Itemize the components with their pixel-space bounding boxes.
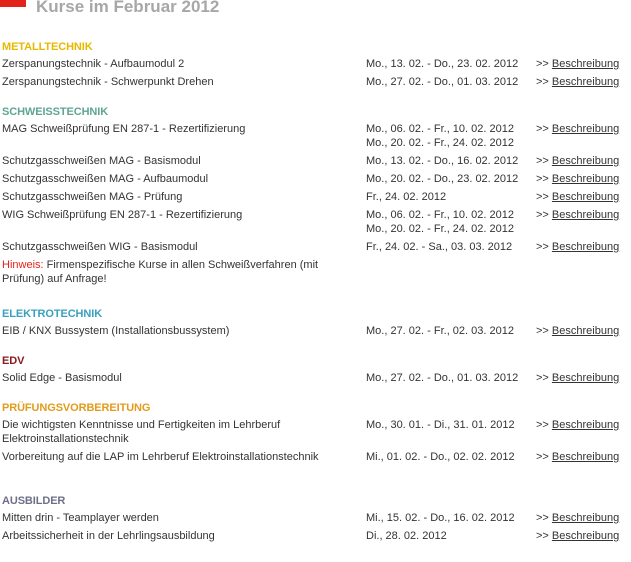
course-dates: [366, 418, 536, 432]
course-row: [2, 172, 631, 190]
description-link-wrap: [536, 324, 619, 338]
link-arrow: >>: [536, 76, 549, 88]
description-link[interactable]: Beschreibung: [551, 419, 620, 431]
course-dates: [366, 122, 536, 150]
course-row: [2, 240, 631, 258]
course-date-line: Mo., 27. 02. - Do., 01. 03. 2012: [366, 372, 519, 384]
hint-text: Firmenspezifische Kurse in allen Schweißverfahren (mit Prüfung) auf Anfrage!: [2, 259, 319, 285]
hint-label: Hinweis:: [2, 259, 44, 271]
description-link[interactable]: Beschreibung: [551, 76, 620, 88]
description-link[interactable]: Beschreibung: [551, 123, 620, 135]
course-title: Schutzgasschweißen MAG - Basismodul: [2, 155, 201, 167]
course-row: [2, 418, 631, 450]
link-arrow: >>: [536, 451, 549, 463]
course-row: [2, 208, 631, 240]
course-date-line: Mo., 27. 02. - Do., 01. 03. 2012: [366, 76, 519, 88]
description-link-wrap: [536, 240, 619, 254]
description-link[interactable]: Beschreibung: [551, 451, 620, 463]
section-ausbilder: [2, 495, 631, 547]
description-link[interactable]: Beschreibung: [551, 325, 620, 337]
description-link[interactable]: Beschreibung: [551, 58, 620, 70]
section-heading: PRÜFUNGSVORBEREITUNG: [2, 402, 151, 414]
course-date-line: Fr., 24. 02. - Sa., 03. 03. 2012: [366, 241, 513, 253]
hint-note: [2, 258, 347, 286]
description-link-wrap: [536, 529, 619, 543]
section-heading: AUSBILDER: [2, 495, 66, 507]
description-link[interactable]: Beschreibung: [551, 241, 620, 253]
link-arrow: >>: [536, 419, 549, 431]
course-title: Schutzgasschweißen MAG - Aufbaumodul: [2, 173, 209, 185]
section-heading: ELEKTROTECHNIK: [2, 308, 103, 320]
description-link-wrap: [536, 122, 619, 136]
section-metalltechnik: [2, 41, 631, 93]
course-dates: [366, 57, 536, 71]
course-date-line: Di., 28. 02. 2012: [366, 530, 447, 542]
course-date-line: Mi., 01. 02. - Do., 02. 02. 2012: [366, 451, 515, 463]
description-link-wrap: [536, 418, 619, 432]
course-row: [2, 75, 631, 93]
link-arrow: >>: [536, 530, 549, 542]
course-title: Schutzgasschweißen WIG - Basismodul: [2, 241, 198, 253]
link-arrow: >>: [536, 58, 549, 70]
course-title: Arbeitssicherheit in der Lehrlingsausbildung: [2, 530, 215, 542]
section-elektrotechnik: [2, 308, 631, 342]
course-dates: [366, 190, 536, 204]
link-arrow: >>: [536, 512, 549, 524]
page-title: Kurse im Februar 2012: [36, 0, 220, 16]
course-title: EIB / KNX Bussystem (Installationsbussystem): [2, 325, 230, 337]
description-link-wrap: [536, 450, 619, 464]
course-row: [2, 529, 631, 547]
course-dates: [366, 324, 536, 338]
course-dates: [366, 208, 536, 236]
description-link-wrap: [536, 511, 619, 525]
description-link-wrap: [536, 190, 619, 204]
title-accent-bar: [0, 0, 26, 7]
course-date-line: Mo., 06. 02. - Fr., 10. 02. 2012: [366, 123, 514, 135]
course-row: [2, 122, 631, 154]
course-row: [2, 190, 631, 208]
link-arrow: >>: [536, 123, 549, 135]
course-date-line: Mo., 30. 01. - Di., 31. 01. 2012: [366, 419, 515, 431]
course-title: Zerspanungstechnik - Schwerpunkt Drehen: [2, 76, 214, 88]
course-dates: [366, 450, 536, 464]
course-row: [2, 154, 631, 172]
course-title: Schutzgasschweißen MAG - Prüfung: [2, 191, 183, 203]
course-dates: [366, 511, 536, 525]
description-link[interactable]: Beschreibung: [551, 191, 620, 203]
description-link-wrap: [536, 57, 619, 71]
course-title: Mitten drin - Teamplayer werden: [2, 512, 159, 524]
description-link[interactable]: Beschreibung: [551, 155, 620, 167]
course-row: [2, 450, 631, 482]
course-dates: [366, 529, 536, 543]
section-prüfungsvorbereitung: [2, 402, 631, 482]
course-title: Die wichtigsten Kenntnisse und Fertigkeiten im Lehrberuf Elektroinstallationstechnik: [2, 419, 281, 445]
course-dates: [366, 371, 536, 385]
description-link[interactable]: Beschreibung: [551, 530, 620, 542]
course-title: Solid Edge - Basismodul: [2, 372, 122, 384]
course-dates: [366, 154, 536, 168]
course-date-line: Mo., 06. 02. - Fr., 10. 02. 2012: [366, 209, 514, 221]
link-arrow: >>: [536, 173, 549, 185]
course-date-line: Mo., 13. 02. - Do., 23. 02. 2012: [366, 58, 519, 70]
course-dates: [366, 75, 536, 89]
description-link[interactable]: Beschreibung: [551, 372, 620, 384]
course-title: Vorbereitung auf die LAP im Lehrberuf Elektroinstallationstechnik: [2, 451, 319, 463]
course-dates: [366, 240, 536, 254]
section-heading: METALLTECHNIK: [2, 41, 93, 53]
course-date-line: Mo., 13. 02. - Do., 16. 02. 2012: [366, 155, 519, 167]
course-title: Zerspanungstechnik - Aufbaumodul 2: [2, 58, 185, 70]
course-title: MAG Schweißprüfung EN 287-1 - Rezertifizierung: [2, 123, 246, 135]
description-link[interactable]: Beschreibung: [551, 209, 620, 221]
description-link-wrap: [536, 371, 619, 385]
link-arrow: >>: [536, 209, 549, 221]
course-row: [2, 324, 631, 342]
description-link-wrap: [536, 172, 619, 186]
course-date-line: Mo., 20. 02. - Do., 23. 02. 2012: [366, 173, 519, 185]
course-date-line: Mo., 27. 02. - Fr., 02. 03. 2012: [366, 325, 514, 337]
course-row: [2, 371, 631, 389]
course-date-line: Mo., 20. 02. - Fr., 24. 02. 2012: [366, 137, 514, 149]
section-schweisstechnik: [2, 106, 631, 286]
description-link-wrap: [536, 154, 619, 168]
link-arrow: >>: [536, 372, 549, 384]
section-heading: SCHWEISSTECHNIK: [2, 106, 109, 118]
course-date-line: Mi., 15. 02. - Do., 16. 02. 2012: [366, 512, 515, 524]
description-link-wrap: [536, 75, 619, 89]
description-link[interactable]: Beschreibung: [551, 512, 620, 524]
section-heading: EDV: [2, 355, 25, 367]
link-arrow: >>: [536, 325, 549, 337]
link-arrow: >>: [536, 155, 549, 167]
course-list: [2, 41, 631, 560]
description-link[interactable]: Beschreibung: [551, 173, 620, 185]
course-row: [2, 57, 631, 75]
course-date-line: Fr., 24. 02. 2012: [366, 191, 447, 203]
section-edv: [2, 355, 631, 389]
course-dates: [366, 172, 536, 186]
course-date-line: Mo., 20. 02. - Fr., 24. 02. 2012: [366, 223, 514, 235]
link-arrow: >>: [536, 241, 549, 253]
description-link-wrap: [536, 208, 619, 222]
link-arrow: >>: [536, 191, 549, 203]
course-title: WIG Schweißprüfung EN 287-1 - Rezertifizierung: [2, 209, 243, 221]
course-row: [2, 511, 631, 529]
